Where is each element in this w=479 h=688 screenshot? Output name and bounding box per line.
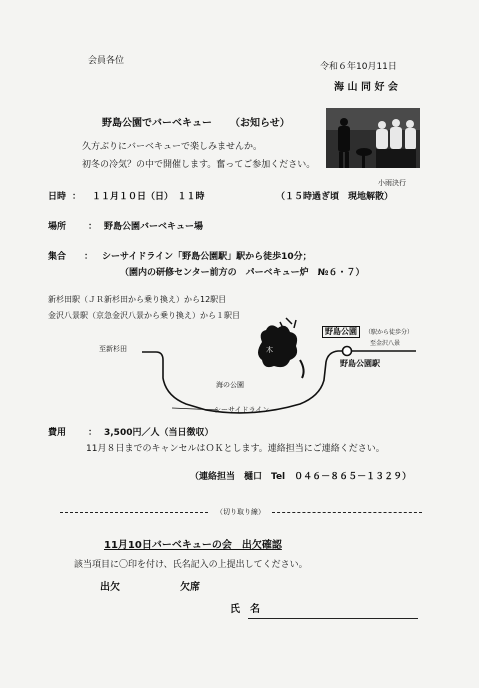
venue-value: 野島公園バーベキュー場 [104,222,204,232]
meeting-label: 集合 [48,252,67,262]
meeting-line-2: （園内の研修センター前方の パーベキュー炉 №６・７） [120,268,365,278]
route-line-2: 金沢八景駅（京急金沢八景から乗り換え）から１駅目 [48,311,240,320]
map-to-shinsugita: 至新杉田 [99,345,127,353]
notice-tag: （お知らせ） [230,118,290,129]
fee-label: 費用 [48,428,67,438]
contact-info: （連絡担当 樋口 Tel ０４６－８６５－１３２９） [190,472,412,482]
intro-line-2: 初冬の冷気？の中で開催します。奮ってご参加ください。 [82,160,316,170]
organization-name: 海 山 同 好 会 [334,82,398,93]
name-label: 氏 名 [230,604,260,615]
issue-date: 令和６年10月11日 [320,62,397,72]
venue-label: 場所 [48,222,67,232]
intro-line-1: 久方ぶりにバーベキューで楽しみませんか。 [82,142,263,152]
schedule-sep: ： [72,192,82,202]
line-name-pointer [172,408,218,410]
cut-line-label: （切り取り線） [216,508,265,516]
map-sea-park-label: 海の公園 [216,381,244,389]
fee-sep: ： [88,428,98,438]
reply-form-title: 11月10日バーベキューの会 出欠確認 [104,540,282,551]
attend-option[interactable]: 出欠 [100,582,120,593]
map-walk-note: （駅から徒歩分） [365,329,414,336]
reply-instruction: 該当項目に〇印を付け、氏名記入の上提出してください。 [74,560,308,570]
venue-sep: ： [88,222,98,232]
cut-line-left [60,512,208,513]
schedule-end: （１５時過ぎ頃 現地解散） [276,192,394,202]
station-marker-icon [343,347,352,356]
notice-title: 野島公園でバーベキュー [102,118,212,129]
shoreline-mark [300,360,304,378]
absent-option[interactable]: 欠席 [180,582,200,593]
map-park-label: 野島公園 [322,326,360,338]
addressee: 会員各位 [88,56,125,66]
route-line-1: 新杉田駅（ＪＲ新杉田から乗り換え）から12駅目 [48,295,227,304]
cancel-policy: 11月８日までのキャンセルはＯＫとします。連絡担当にご連絡ください。 [86,444,385,454]
svg-text:木: 木 [266,346,273,354]
rain-note: 小雨決行 [378,179,406,187]
meeting-line-1: シーサイドライン「野島公園駅」駅から徒歩10分； [102,252,312,262]
schedule-label: 日時 [48,192,67,202]
map-line-name: シーサイドライン [214,406,270,414]
park-tree-icon [258,318,297,367]
map-to-kanazawa: 至金沢八景 [370,340,401,347]
meeting-sep: ： [84,252,94,262]
map-station-label: 野島公園駅 [340,359,380,368]
schedule-date: １１月１０日（日） １１時 [92,192,205,202]
cut-line-right [272,512,422,513]
fee-value: 3,500円／人（当日徴収） [104,428,214,438]
name-signature-line[interactable] [248,618,418,619]
